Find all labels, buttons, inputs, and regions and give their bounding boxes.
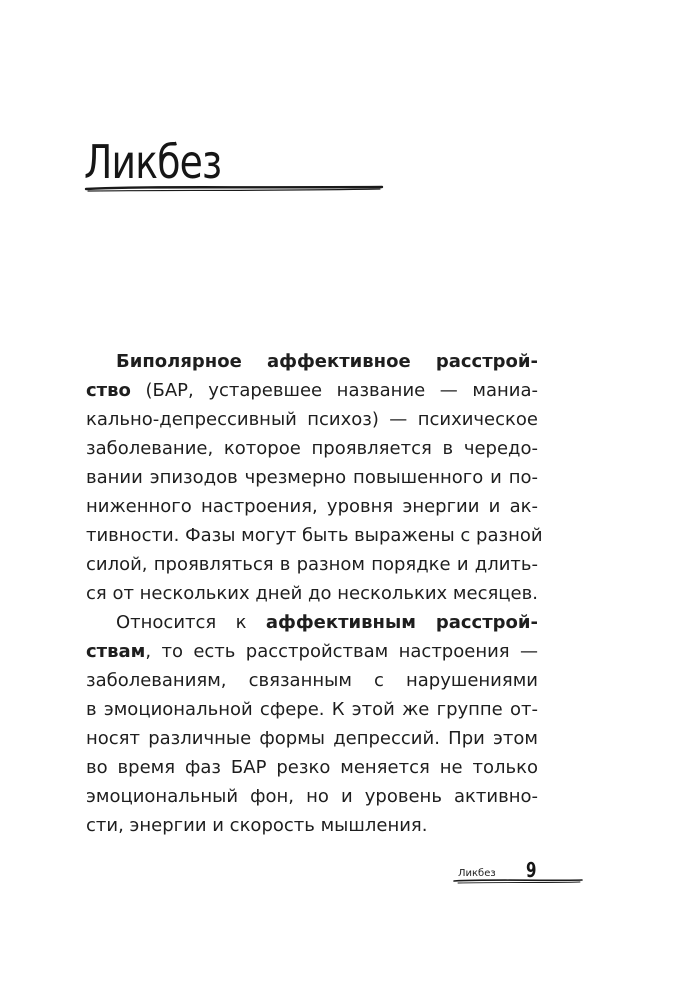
text-line: носят различные формы депрессий. При этом <box>86 728 538 749</box>
text-line: заболеваниям, связанным с нарушениями <box>86 670 538 691</box>
text-line: силой, проявляться в разном порядке и длить- <box>86 554 538 575</box>
text-line: тивности. Фазы могут быть выражены с разной <box>86 525 543 546</box>
text-fragment: (БАР, устаревшее название — маниа- <box>130 380 538 401</box>
chapter-title: Ликбез <box>84 135 222 189</box>
paragraph-1 <box>86 347 543 608</box>
text-line: заболевание, которое проявляется в чередо- <box>86 438 538 459</box>
text-line <box>86 347 538 376</box>
page-number: 9 <box>526 858 537 882</box>
text-line: вании эпизодов чрезмерно повышенного и по- <box>86 467 538 488</box>
paragraph-2 <box>86 608 538 840</box>
text-fragment: Относится к <box>116 612 266 633</box>
text-line <box>86 376 538 405</box>
bold-term: ствам <box>86 641 146 662</box>
text-line: ниженного настроения, уровня энергии и ак- <box>86 496 538 517</box>
bold-term: ство <box>86 380 131 401</box>
text-line: ся от нескольких дней до нескольких месяцев. <box>86 583 538 604</box>
text-line: во время фаз БАР резко меняется не только <box>86 757 538 778</box>
footer-underline <box>452 876 584 886</box>
body-text <box>86 347 543 840</box>
text-line: эмоциональный фон, но и уровень активно- <box>86 786 538 807</box>
bold-term: аффективным расстрой- <box>265 612 538 633</box>
text-fragment: , то есть расстройствам настроения — <box>145 641 538 662</box>
bold-term: Биполярное аффективное расстрой- <box>116 351 538 372</box>
text-line: сти, энергии и скорость мышления. <box>86 815 428 836</box>
footer-running-title: Ликбез <box>458 868 496 879</box>
text-line: кально-депрессивный психоз) — психическое <box>86 409 538 430</box>
text-line: в эмоциональной сфере. К этой же группе от- <box>86 699 538 720</box>
text-line <box>86 637 538 666</box>
title-underline <box>84 182 384 196</box>
text-line <box>86 608 538 637</box>
